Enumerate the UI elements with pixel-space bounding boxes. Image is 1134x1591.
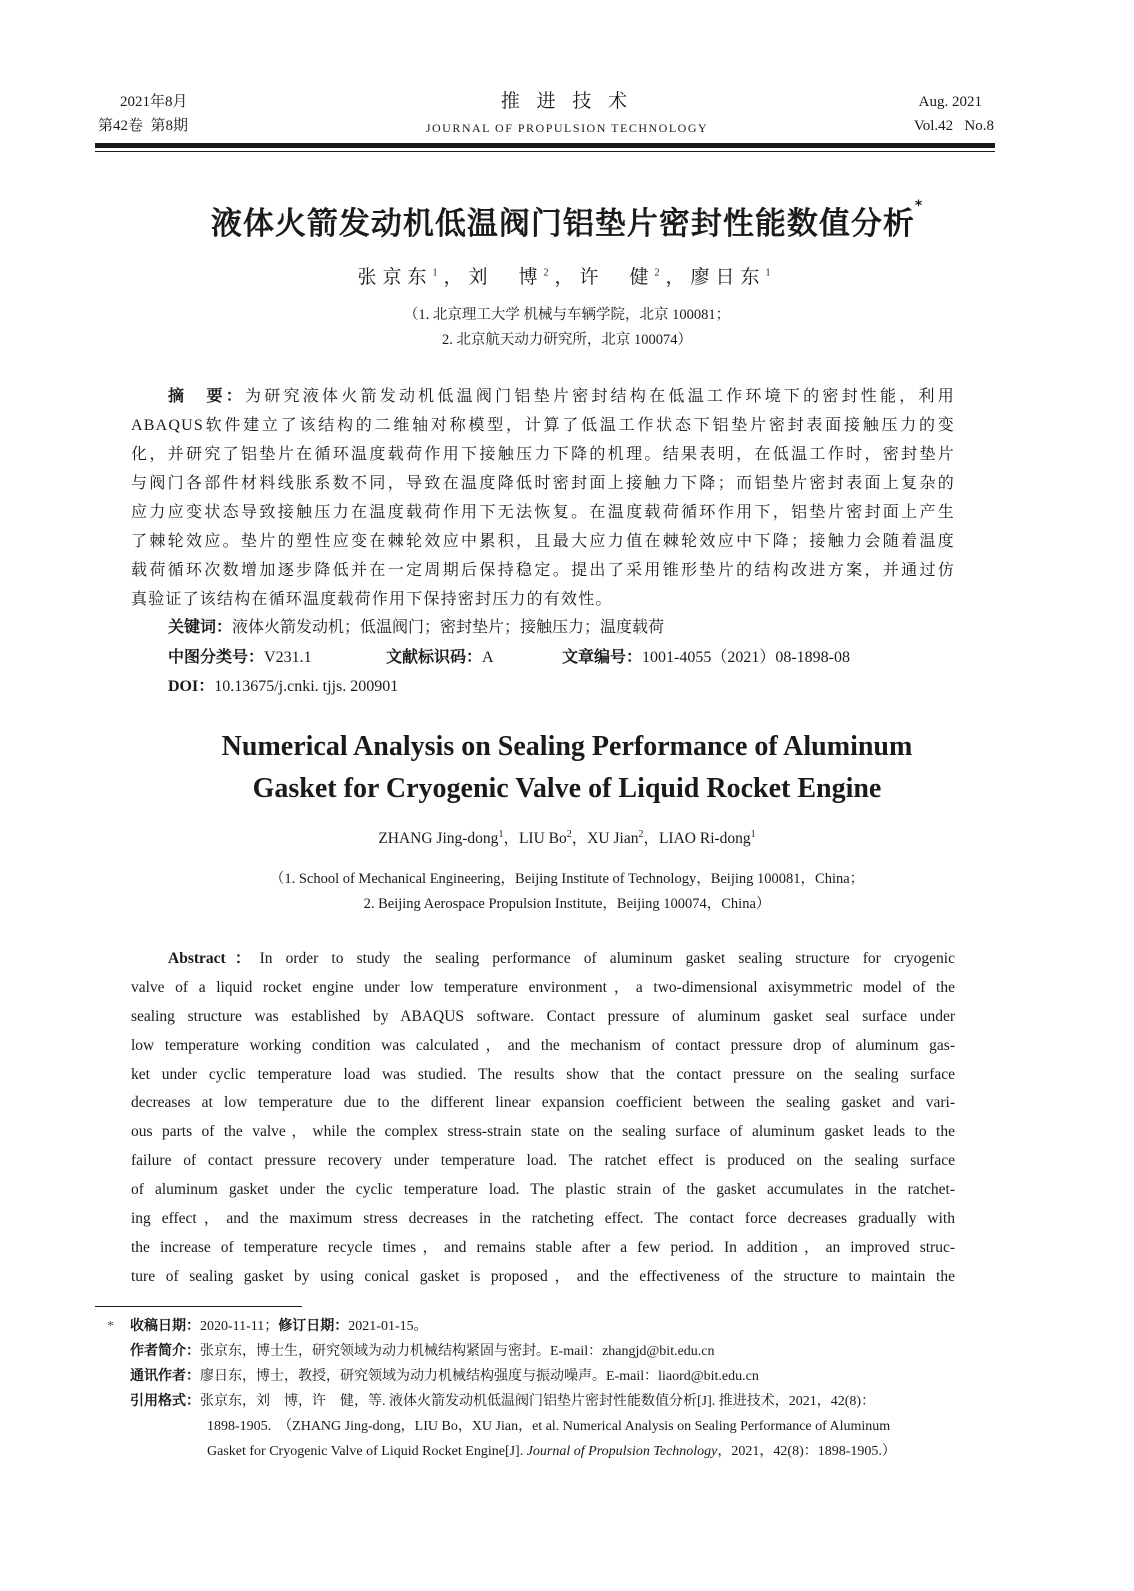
abstract-line-text: 载荷循环次数增加逐步降低并在一定周期后保持稳定。提出了采用锥形垫片的结构改进方案，并通过仿	[131, 562, 955, 579]
cite-line3a: Gasket for Cryogenic Valve of Liquid Rocket Engine[J].	[207, 1444, 527, 1459]
author-affiliation-mark: 1	[750, 828, 756, 840]
author-affiliation-mark: 2	[654, 267, 666, 279]
clc-label: 中图分类号：	[168, 649, 265, 666]
footnote-bio	[130, 1339, 715, 1364]
abstract-line-text: 真验证了该结构在循环温度载荷作用下保持密封压力的有效性。	[131, 591, 613, 608]
received-label: 收稿日期：	[130, 1319, 200, 1334]
abstract-line	[131, 411, 955, 440]
header-volume-cn: 第42卷 第8期	[98, 118, 189, 134]
author-affiliation-mark: 2	[543, 267, 555, 279]
en-title-line2: Gasket for Cryogenic Valve of Liquid Rocket Engine	[252, 773, 882, 804]
abstract-label: Abstract：	[168, 950, 260, 967]
author-affiliation-mark: 1	[432, 267, 444, 279]
author-name: ，XU Jian	[571, 830, 639, 847]
abstract-line-text: the increase of temperature recycle times，and remains stable after a few period. In addition，an improved struc-	[131, 1238, 955, 1256]
abstract-line	[131, 1089, 955, 1118]
cn-affiliation-1: （1. 北京理工大学 机械与车辆学院，北京 100081；	[403, 307, 731, 323]
footnote-rule	[95, 1306, 302, 1307]
doc-code-label: 文献标识码：	[386, 649, 483, 666]
abstract-line-text: 了棘轮效应。垫片的塑性应变在棘轮效应中累积，且最大应力值在棘轮效应中下降；接触力会随着温度	[131, 533, 955, 550]
abstract-line-text: In order to study the sealing performance of aluminum gasket sealing structure for cryogenic	[259, 950, 955, 967]
received-date: 2020-11-11；	[200, 1319, 279, 1334]
cite-line2: 1898-1905. （ZHANG Jing-dong，LIU Bo，XU Jian，et al. Numerical Analysis on Sealing Performance of Aluminum	[207, 1419, 891, 1434]
abstract-line	[131, 556, 955, 585]
author-name: ，LIAO Ri-dong	[643, 830, 751, 847]
abstract-line	[131, 1061, 955, 1090]
abstract-line-text: ture of sealing gasket by using conical gasket is proposed，and the effectiveness of the structure to maintain the	[131, 1267, 955, 1285]
abstract-line-text: decreases at low temperature due to the different linear expansion coefficient between the sealing gasket and vari-	[131, 1094, 955, 1112]
en-affiliation-1: （1. School of Mechanical Engineering，Beijing Institute of Technology，Beijing 100081，China；	[269, 871, 865, 887]
abstract-line-text: ABAQUS软件建立了该结构的二维轴对称模型，计算了低温工作状态下铝垫片密封表面接触压力的变	[131, 417, 955, 434]
abstract-line-text: ous parts of the valve，while the complex stress-strain state on the sealing surface of aluminum gasket leads to the	[131, 1123, 955, 1141]
author-name: ZHANG Jing-dong	[378, 830, 499, 847]
cn-affiliation-2: 2. 北京航天动力研究所，北京 100074）	[441, 332, 693, 348]
cn-doc-code	[386, 644, 494, 667]
article-no-label: 文章编号：	[562, 649, 643, 666]
en-title	[0, 726, 1134, 810]
cite-line3	[207, 1439, 896, 1464]
bio-label: 作者简介：	[130, 1344, 200, 1359]
cn-keywords	[168, 614, 664, 637]
corr-label: 通讯作者：	[130, 1369, 200, 1384]
abstract-line	[131, 469, 955, 498]
cn-classification	[168, 644, 312, 667]
cite-journal: Journal of Propulsion Technology	[526, 1444, 718, 1459]
abstract-line-text: valve of a liquid rocket engine under low temperature environment，a two-dimensional axisymmetric model of the	[131, 978, 955, 996]
revised-label: 修订日期：	[278, 1319, 349, 1334]
header-volume-en: Vol.42 No.8	[913, 118, 994, 134]
cn-doi	[168, 673, 398, 696]
abstract-line	[131, 1176, 955, 1205]
abstract-line-text: of aluminum gasket under the cyclic temperature load. The plastic strain of the gasket accumulates in the ratchet-	[131, 1181, 955, 1199]
en-affiliation-2: 2. Beijing Aerospace Propulsion Institute，Beijing 100074，China）	[363, 896, 771, 912]
clc-value: V231.1	[264, 649, 312, 666]
doi-value[interactable]: 10.13675/j.cnki. tjjs. 200901	[214, 678, 399, 695]
abstract-line-text: ing effect，and the maximum stress decreases in the ratcheting effect. The contact force decreases gradually with	[131, 1210, 955, 1228]
abstract-line	[131, 527, 955, 556]
en-title-line1: Numerical Analysis on Sealing Performance of Aluminum	[221, 731, 913, 762]
cite-line1: 张京东，刘 博，许 健，等. 液体火箭发动机低温阀门铝垫片密封性能数值分析[J]. 推进技术，2021，42(8)：	[200, 1394, 876, 1409]
author-affiliation-mark: 1	[765, 267, 777, 279]
keywords-label: 关键词：	[168, 619, 233, 636]
abstract-line	[131, 585, 955, 614]
abstract-line-text: 为研究液体火箭发动机低温阀门铝垫片密封结构在低温工作环境下的密封性能，利用	[244, 388, 955, 405]
abstract-label: 摘 要：	[168, 388, 245, 405]
abstract-line-text: 化，并研究了铝垫片在循环温度载荷作用下接触压力下降的机理。结果表明，在低温工作时，密封垫片	[131, 446, 955, 463]
abstract-line-text: ket under cyclic temperature load was studied. The results show that the contact pressure on the sealing surface	[131, 1065, 955, 1083]
revised-date: 2021-01-15。	[348, 1319, 428, 1334]
author-affiliation-mark: 1	[498, 828, 504, 840]
author-name: ，刘 博	[443, 267, 544, 288]
title-footnote-mark: *	[914, 198, 924, 214]
journal-name-en: JOURNAL OF PROPULSION TECHNOLOGY	[425, 121, 709, 135]
abstract-line	[131, 1234, 955, 1263]
footnote-citation	[130, 1389, 875, 1414]
cn-article-no	[562, 644, 850, 667]
abstract-line	[131, 974, 955, 1003]
abstract-line	[131, 945, 955, 974]
footnote-corresponding	[130, 1364, 759, 1389]
abstract-line	[131, 440, 955, 469]
cn-title	[0, 198, 1134, 243]
abstract-line-text: 应力应变状态导致接触压力在温度载荷作用下无法恢复。在温度载荷循环作用下，铝垫片密封面上产生	[131, 504, 955, 521]
author-affiliation-mark: 2	[566, 828, 572, 840]
author-name: ，廖日东	[665, 267, 766, 288]
header-date-cn: 2021年8月	[120, 94, 188, 110]
header-rule	[95, 143, 995, 148]
corr-text: 廖日东，博士，教授，研究领域为动力机械结构强度与振动噪声。E-mail：liaord@bit.edu.cn	[200, 1369, 759, 1384]
abstract-line	[131, 1263, 955, 1292]
keywords-text: 液体火箭发动机；低温阀门；密封垫片；接触压力；温度载荷	[232, 619, 665, 636]
author-name: ，许 健	[554, 267, 655, 288]
abstract-line	[131, 1003, 955, 1032]
abstract-line	[131, 382, 955, 411]
abstract-line	[131, 498, 955, 527]
abstract-line	[131, 1118, 955, 1147]
cn-title-text: 液体火箭发动机低温阀门铝垫片密封性能数值分析	[210, 206, 915, 242]
bio-text: 张京东，博士生，研究领域为动力机械结构紧固与密封。E-mail：zhangjd@bit.edu.cn	[200, 1344, 715, 1359]
footnote-mark: *	[107, 1319, 114, 1334]
abstract-line-text: failure of contact pressure recovery under temperature load. The ratchet effect is produced on the sealing surface	[131, 1152, 955, 1170]
cite-line3b: ，2021，42(8)：1898-1905.）	[717, 1444, 896, 1459]
author-name: 张京东	[357, 267, 433, 288]
abstract-line-text: low temperature working condition was calculated，and the mechanism of contact pressure drop of aluminum gas-	[131, 1036, 955, 1054]
abstract-line	[131, 1032, 955, 1061]
doc-code-value: A	[482, 649, 494, 666]
en-authors	[0, 826, 1134, 848]
en-abstract	[131, 945, 955, 1292]
header-date-en: Aug. 2021	[918, 94, 982, 110]
header-rule-thin	[95, 151, 995, 152]
article-no-value: 1001-4055（2021）08-1898-08	[642, 649, 851, 666]
abstract-line-text: 与阀门各部件材料线胀系数不同，导致在温度降低时密封面上接触力下降；而铝垫片密封表面上复杂的	[131, 475, 955, 492]
footnote-dates	[130, 1314, 428, 1339]
abstract-line	[131, 1205, 955, 1234]
cite-label: 引用格式：	[130, 1394, 200, 1409]
journal-name-cn: 推 进 技 术	[500, 91, 634, 112]
author-affiliation-mark: 2	[638, 828, 644, 840]
author-name: ，LIU Bo	[503, 830, 567, 847]
abstract-line-text: sealing structure was established by ABAQUS software. Contact pressure of aluminum gasket seal surface under	[131, 1007, 955, 1025]
cn-authors	[0, 262, 1134, 289]
cn-abstract	[131, 382, 955, 614]
abstract-line	[131, 1147, 955, 1176]
doi-label: DOI：	[168, 678, 215, 695]
